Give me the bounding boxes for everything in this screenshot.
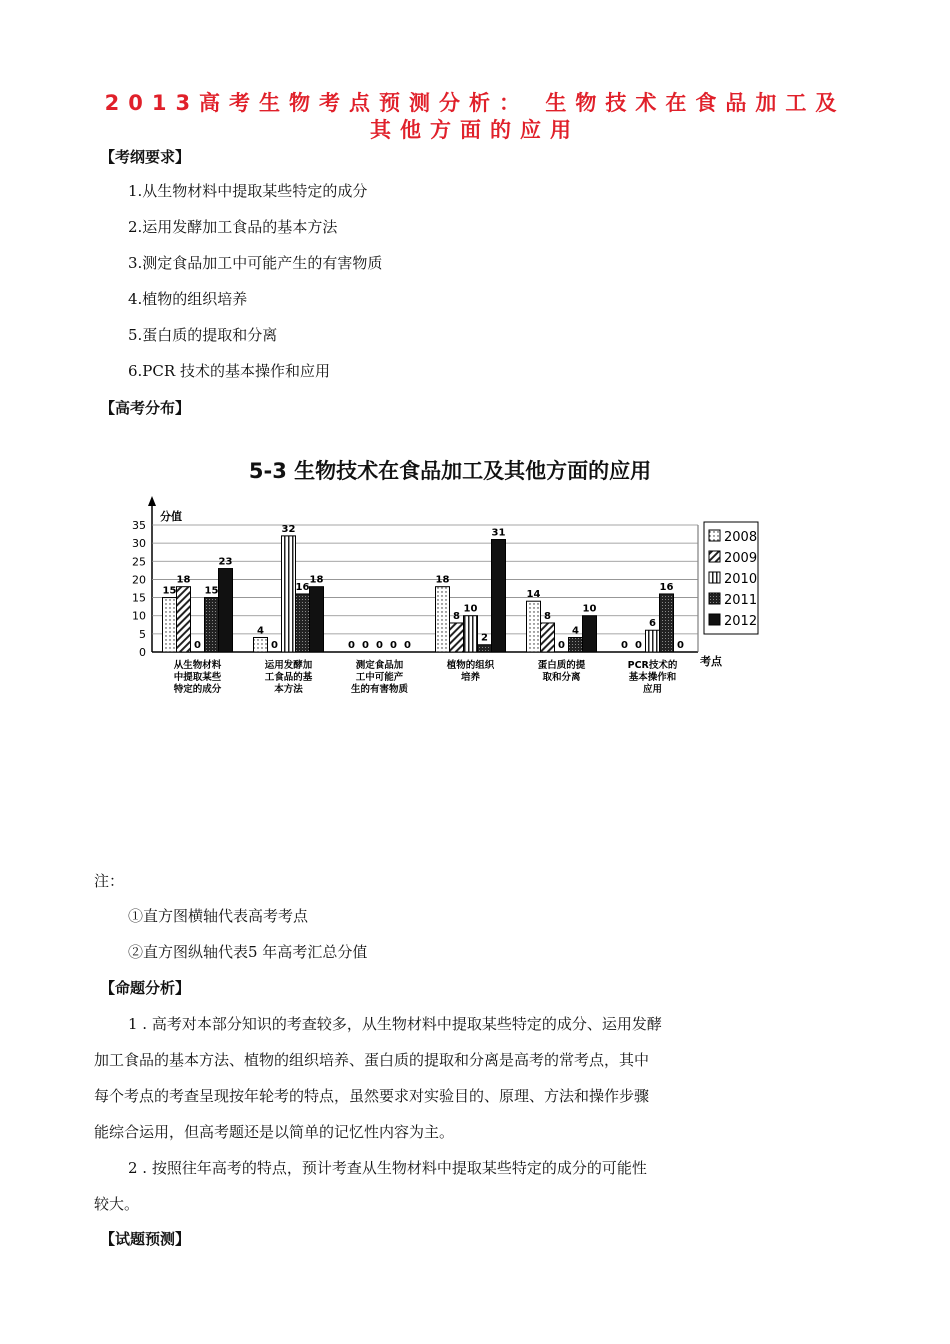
legend-label: 2011 (724, 593, 758, 608)
chart-bar (660, 594, 674, 652)
chart-bar (177, 587, 191, 652)
legend-label: 2009 (724, 551, 758, 566)
chart-bar (527, 601, 541, 652)
bar-value-label: 4 (572, 625, 579, 637)
legend-swatch (709, 551, 720, 562)
x-category-label: 工食品的基 (264, 672, 313, 683)
x-category-label: 生的有害物质 (350, 684, 409, 695)
bar-value-label: 18 (309, 574, 324, 586)
x-category-label: 特定的成分 (173, 684, 222, 695)
bar-value-label: 15 (204, 585, 219, 597)
section-heading-analysis: 【命题分析】 (100, 979, 191, 997)
requirement-item: 6.PCR 技术的基本操作和应用 (128, 362, 330, 380)
y-axis-label: 分值 (160, 510, 182, 523)
bar-value-label: 6 (649, 618, 656, 630)
legend-label: 2010 (724, 572, 758, 587)
x-axis-label: 考点 (700, 655, 722, 668)
analysis-line: 加工食品的基本方法、植物的组织培养、蛋白质的提取和分离是高考的常考点，其中 (94, 1051, 650, 1069)
bar-value-label: 15 (162, 585, 177, 597)
x-category-label: 植物的组织 (446, 660, 495, 671)
x-category-label: 运用发酵加 (264, 660, 313, 671)
bar-value-label: 16 (295, 581, 310, 593)
bar-value-label: 31 (491, 527, 506, 539)
requirement-item: 4.植物的组织培养 (128, 290, 248, 308)
chart-bar (478, 645, 492, 652)
analysis-line: 每个考点的考查呈现按年轮考的特点，虽然要求对实验目的、原理、方法和操作步骤 (94, 1087, 650, 1105)
x-category-label: 基本操作和 (628, 672, 677, 683)
chart-bar (205, 598, 219, 652)
analysis-line: 1 . 高考对本部分知识的考查较多，从生物材料中提取某些特定的成分、运用发酵 (128, 1015, 662, 1033)
y-tick-label: 35 (132, 519, 146, 532)
x-category-label: 取和分离 (542, 672, 581, 683)
chart-bar (569, 637, 583, 652)
bar-value-label: 4 (257, 625, 264, 637)
x-category-label: 中提取某些 (173, 672, 222, 683)
chart-bar (310, 587, 324, 652)
analysis-line: 能综合运用，但高考题还是以简单的记忆性内容为主。 (94, 1123, 455, 1141)
chart-title: 5-3 生物技术在食品加工及其他方面的应用 (248, 459, 652, 483)
chart-bar (464, 616, 478, 652)
chart-bar (450, 623, 464, 652)
title-line-1: 2013高考生物考点预测分析： 生物技术在食品加工及 (104, 91, 846, 115)
bar-value-label: 23 (218, 556, 233, 568)
chart-bar (254, 637, 268, 652)
bar-value-label: 0 (635, 640, 642, 651)
chart-bar (646, 630, 660, 652)
bar-value-label: 10 (463, 603, 478, 615)
bar-value-label: 0 (677, 640, 684, 651)
x-category-label: 从生物材料 (173, 660, 222, 671)
chart-bar (583, 616, 597, 652)
y-tick-label: 0 (139, 646, 146, 659)
requirement-item: 2.运用发酵加工食品的基本方法 (128, 218, 338, 236)
legend-swatch (709, 614, 720, 625)
legend-label: 2008 (724, 530, 758, 545)
bar-value-label: 0 (390, 640, 397, 651)
bar-value-label: 32 (281, 523, 296, 535)
legend-swatch (709, 593, 720, 604)
bar-value-label: 0 (348, 640, 355, 651)
analysis-line: 较大。 (94, 1195, 140, 1213)
bar-value-label: 16 (659, 581, 674, 593)
x-category-label: 测定食品加 (355, 660, 404, 671)
title-line-2: 其他方面的应用 (370, 118, 580, 142)
section-heading-requirements: 【考纲要求】 (100, 148, 191, 166)
chart-bar (219, 569, 233, 652)
notes-label: 注： (94, 872, 125, 890)
bar-value-label: 18 (435, 574, 450, 586)
requirement-item: 1.从生物材料中提取某些特定的成分 (128, 182, 368, 200)
bar-value-label: 0 (558, 640, 565, 651)
chart-bar (296, 594, 310, 652)
x-category-label: 蛋白质的提 (537, 660, 586, 671)
section-heading-prediction: 【试题预测】 (100, 1230, 191, 1248)
note-item: ②直方图纵轴代表5 年高考汇总分值 (128, 943, 368, 961)
legend-label: 2012 (724, 614, 758, 629)
x-category-label: 工中可能产 (355, 672, 404, 683)
analysis-line: 2 . 按照往年高考的特点，预计考查从生物材料中提取某些特定的成分的可能性 (128, 1159, 647, 1177)
chart-bar (282, 536, 296, 652)
bar-value-label: 0 (404, 640, 411, 651)
chart-bar (436, 587, 450, 652)
x-category-label: PCR技术的 (627, 660, 678, 671)
section-heading-distribution: 【高考分布】 (100, 399, 191, 417)
chart-legend (704, 522, 758, 634)
legend-swatch (709, 572, 720, 583)
bar-value-label: 18 (176, 574, 191, 586)
bar-value-label: 8 (453, 610, 460, 622)
requirement-item: 5.蛋白质的提取和分离 (128, 326, 278, 344)
chart-bar (541, 623, 555, 652)
bar-value-label: 0 (621, 640, 628, 651)
page-title (85, 90, 865, 144)
y-tick-label: 5 (139, 627, 146, 641)
bar-value-label: 2 (481, 632, 488, 644)
chart-bar (163, 598, 177, 652)
bar-chart (100, 490, 780, 720)
note-item: ①直方图横轴代表高考考点 (128, 907, 309, 925)
y-axis-arrow (148, 496, 156, 506)
x-category-label: 应用 (642, 684, 663, 695)
bar-value-label: 0 (271, 640, 278, 651)
legend-swatch (709, 530, 720, 541)
requirement-item: 3.测定食品加工中可能产生的有害物质 (128, 254, 383, 272)
x-category-label: 培养 (460, 672, 481, 683)
chart-bars (163, 536, 674, 652)
bar-value-label: 8 (544, 610, 551, 622)
y-tick-label: 15 (132, 591, 146, 605)
bar-value-label: 10 (582, 603, 597, 615)
y-tick-label: 20 (132, 573, 146, 587)
bar-value-label: 0 (362, 640, 369, 651)
bar-value-label: 0 (194, 640, 201, 651)
y-tick-label: 25 (132, 555, 146, 569)
y-tick-label: 10 (132, 609, 146, 623)
bar-value-label: 0 (376, 640, 383, 651)
chart-bar (492, 540, 506, 652)
x-category-label: 本方法 (274, 684, 303, 695)
bar-value-label: 14 (526, 589, 541, 601)
y-tick-label: 30 (132, 537, 146, 551)
